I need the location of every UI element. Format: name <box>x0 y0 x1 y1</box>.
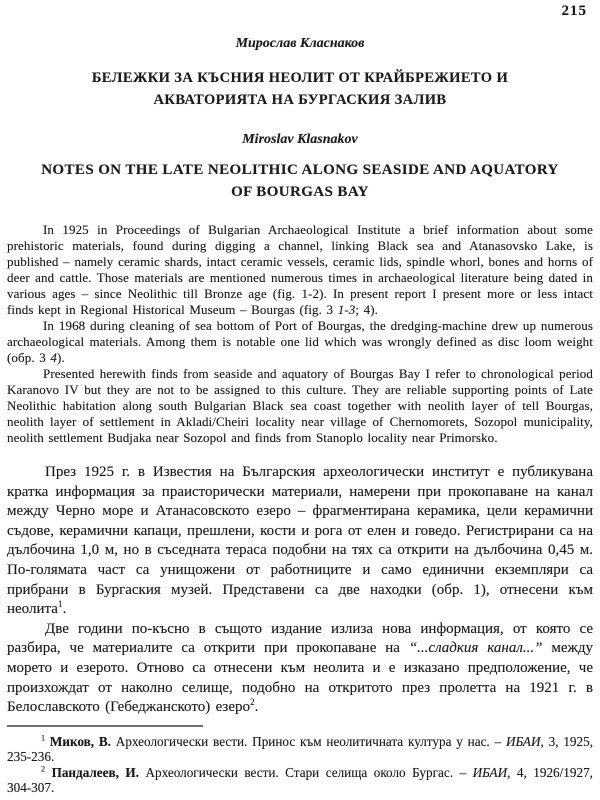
title-english-line2: OF BOURGAS BAY <box>231 184 369 200</box>
author-name-bulgarian: Мирослав Класнаков <box>235 36 365 51</box>
page-number: 215 <box>561 3 587 19</box>
author-name-english: Miroslav Klasnakov <box>242 132 358 147</box>
bulgarian-body-text <box>7 463 593 718</box>
footnote-2: $^2$ Пандалеев, И. Археологически вести. Стари селища около Бургас. – ИБАИ, 4, 1926/1927, 304-307. <box>7 764 593 796</box>
footnote-separator <box>7 725 203 727</box>
abstract-paragraph-2: In 1968 during cleaning of sea bottom of Port of Bourgas, the dredging-machine drew up numerous archaeological materials. Among them is notable one lid which was wrongly defined as disc loom weight (обр. 3 4). <box>7 318 593 365</box>
body-paragraph-1: През 1925 г. в Известия на Българския археологически институт е публикувана кратка информация за праисторически материали, намерени при прокопаване на канал между Черно море и Атанасовското езеро – фрагментирана керамика, цели керамични съдове, керамични капаци, прешлени, кости и рога от елен и говедо. Регистрирани са на дълбочина 1,0 м, но в съседната тераса подобни на тях са открити на дълбочина 0,45 м. По-голямата част са унищожени от работниците и само единични екземпляри са прибрани в Бургаския музей. Представени са две находки (обр. 1), отнесени към неолита$^1$. <box>7 464 593 618</box>
paper-title-bulgarian <box>7 67 593 111</box>
abstract-paragraph-3: Presented herewith finds from seaside and aquatory of Bourgas Bay I refer to chronological period Karanovo IV but they are not to be assigned to this culture. They are reliable supporting points of Late Neolithic habitation along south Bulgarian Black sea coast together with neolith layer of tell Bourgas, neolith layer of settlement in Akladi/Cheiri locality near village of Chernomorets, Sozopol municipality, neolith settlement Budjaka near Sozopol and finds from Stanoplo locality near Primorsko. <box>7 366 593 445</box>
title-bulgarian-line2: АКВАТОРИЯТА НА БУРГАСКИЯ ЗАЛИВ <box>153 92 447 108</box>
title-english-line1: NOTES ON THE LATE NEOLITHIC ALONG SEASIDE AND AQUATORY <box>41 162 559 178</box>
footnote-1: $^1$ Миков, В. Археологически вести. Принос към неолитичната култура у нас. – ИБАИ, 3, 1925, 235-236. <box>7 733 593 765</box>
paper-title-english <box>7 159 593 203</box>
title-bulgarian-line1: БЕЛЕЖКИ ЗА КЪСНИЯ НЕОЛИТ ОТ КРАЙБРЕЖИЕТО И <box>91 70 509 86</box>
footnotes-section <box>7 725 593 796</box>
abstract-paragraph-1: In 1925 in Proceedings of Bulgarian Archaeological Institute a brief information about some prehistoric materials, found during digging a channel, linking Black sea and Atanasovsko Lake, is published – namely ceramic shards, intact ceramic vessels, ceramic lids, spindle whorl, bones and horns of deer and cattle. Those materials are mentioned numerous times in archaeological literature being dated in various ages – since Neolithic till Bronze age (fig. 1-2). In present report I present more or less intact finds kept in Regional Historical Museum – Bourgas (fig. 3 1-3; 4). <box>7 222 593 317</box>
body-paragraph-2: Две години по-късно в същото издание излиза нова информация, от която се разбира, че материалите са открити при прокопаване на “...сладкия канал...” между морето и езерото. Отново са отнесени към неолита и е изказано предположение, че произхождат от наколно селище, подобно на откритото през пролетта на 1921 г. в Белославското (Гебеджанското) езеро$^2$. <box>7 620 593 716</box>
english-abstract <box>7 222 593 446</box>
